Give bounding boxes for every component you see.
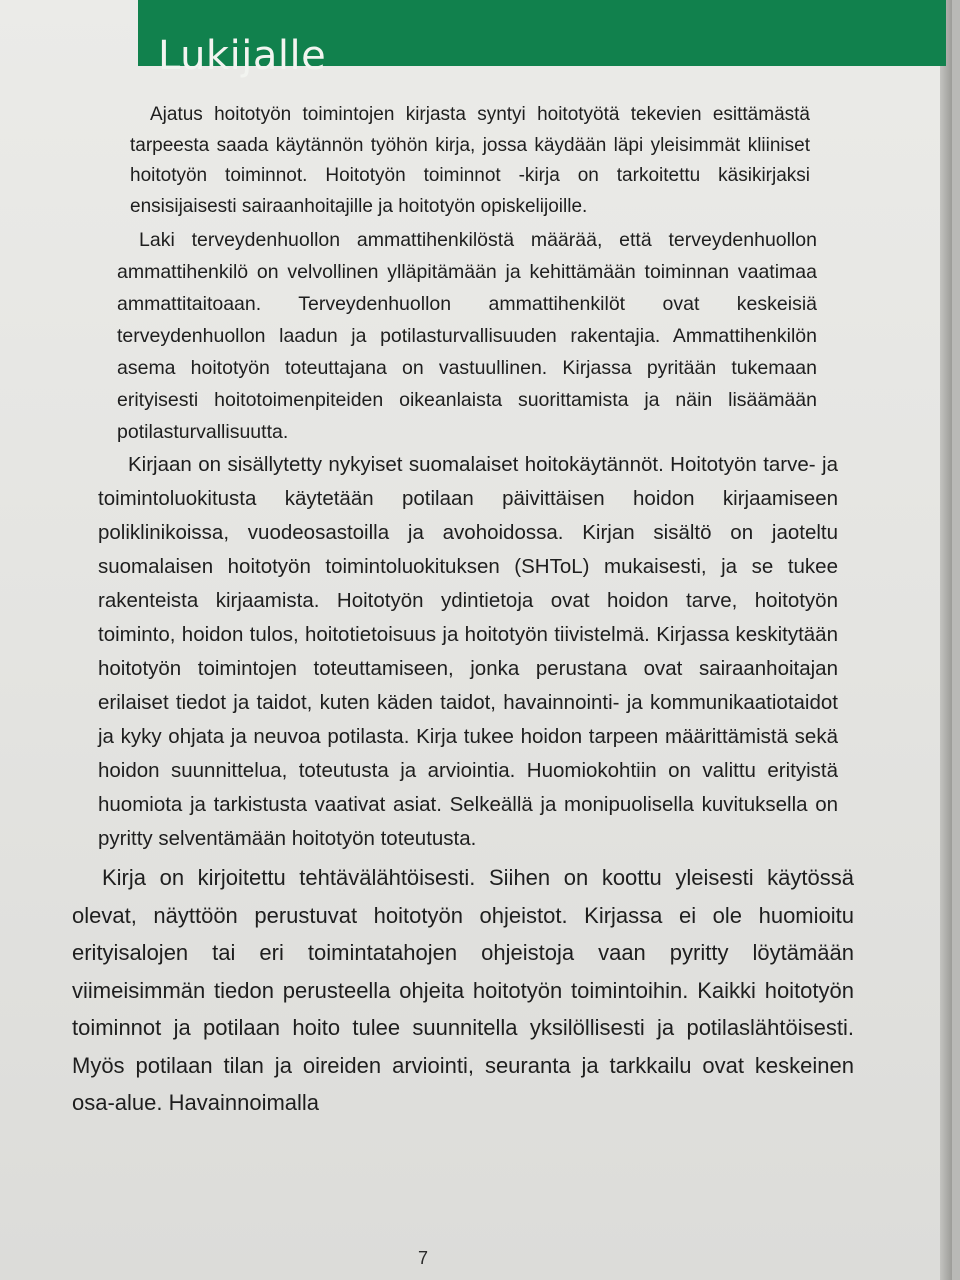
- page-edge: [940, 0, 952, 1280]
- paragraph-3: Kirjaan on sisällytetty nykyiset suomalaiset hoitokäytännöt. Hoitotyön tarve- ja toimintoluokitusta käytetään potilaan päivittäisen hoidon kirjaamiseen poliklinikoissa, vuodeosastoilla ja avohoidossa. Kirjan sisältö on jaoteltu suomalaisen hoitotyön toimintoluokituksen (SHToL) mukaisesti, ja se tukee rakenteista kirjaamista. Hoitotyön ydintietoja ovat hoidon tarve, hoitotyön toiminto, hoidon tulos, hoitotietoisuus ja hoitotyön tiivistelmä. Kirjassa keskitytään hoitotyön toimintojen toteuttamiseen, jonka perustana ovat sairaanhoitajan erilaiset tiedot ja taidot, kuten käden taidot, havainnointi- ja kommunikaatiotaidot ja kyky ohjata ja neuvoa potilasta. Kirja tukee hoidon tarpeen määrittämistä sekä hoidon suunnittelua, toteutusta ja arviointia. Huomiokohtiin on valittu erityistä huomiota ja tarkistusta vaativat asiat. Selkeällä ja monipuolisella kuvituksella on pyritty selventämään hoitotyön toteutusta.: [98, 453, 838, 850]
- paragraph-1: Ajatus hoitotyön toimintojen kirjasta syntyi hoitotyötä tekevien esittämästä tarpeesta saada käytännön työhön kirja, jossa käydään läpi yleisimmät kliiniset hoitotyön toiminnot. Hoitotyön toiminnot -kirja on tarkoitettu käsikirjaksi ensisijaisesti sairaanhoitajille ja hoitotyön opiskelijoille.: [130, 104, 810, 217]
- paragraph-4: Kirja on kirjoitettu tehtävälähtöisesti. Siihen on koottu yleisesti käytössä olevat, näyttöön perustuvat hoitotyön ohjeistot. Kirjassa ei ole huomioitu erityisalojen tai eri toimintatahojen ohjeistoja vaan pyritty löytämään viimeisimmän tiedon perusteella ohjeita hoitotyön toimintoihin. Kaikki hoitotyön toiminnot ja potilaan hoito tulee suunnitella yksilöllisesti ja potilaslähtöisesti. Myös potilaan tilan ja oireiden arviointi, seuranta ja tarkkailu ovat keskeinen osa-alue. Havainnoimalla: [72, 865, 854, 1115]
- paragraph-2: Laki terveydenhuollon ammattihenkilöstä määrää, että terveydenhuollon ammattihenkilö on velvollinen ylläpitämään ja kehittämään toiminnan vaatimaa ammattitaitoaan. Terveydenhuollon ammattihenkilöt ovat keskeisiä terveydenhuollon laadun ja potilasturvallisuuden rakentajia. Ammattihenkilön asema hoitotyön toteuttajana on vastuullinen. Kirjassa pyritään tukemaan erityisesti hoitotoimenpiteiden oikeanlaista suorittamista ja näin lisäämään potilasturvallisuutta.: [117, 229, 817, 443]
- body-text: [72, 100, 854, 1122]
- chapter-header-band: [138, 0, 946, 79]
- page-number: 7: [418, 1248, 429, 1268]
- chapter-title: Lukijalle: [158, 32, 327, 79]
